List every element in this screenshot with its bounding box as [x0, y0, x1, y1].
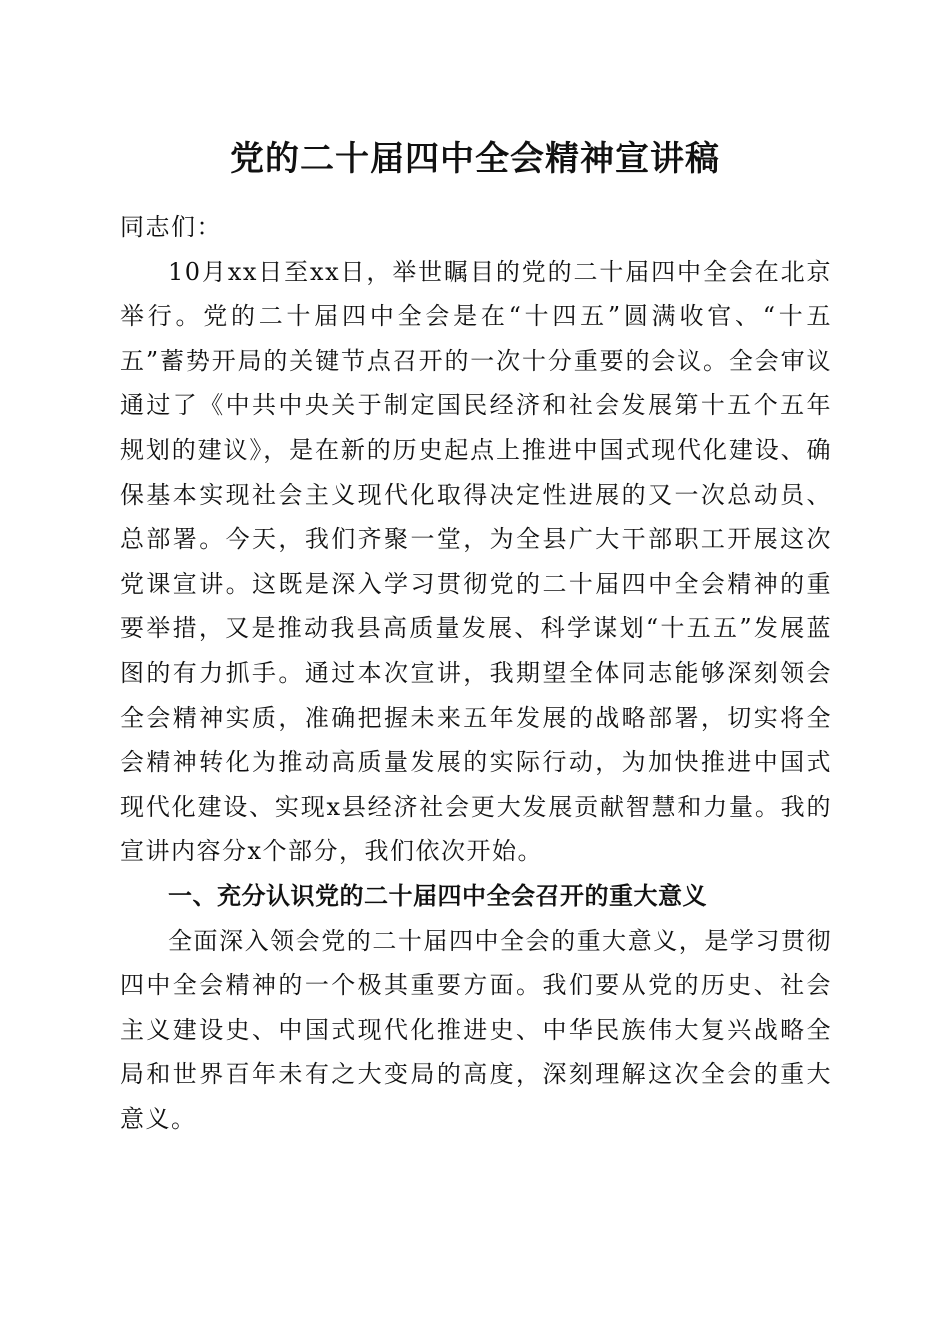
document-body — [120, 205, 832, 1141]
paragraph-section-1: 全面深入领会党的二十届四中全会的重大意义，是学习贯彻四中全会精神的一个极其重要方面。我们要从党的历史、社会主义建设史、中国式现代化推进史、中华民族伟大复兴战略全局和世界百年未有之大变局的高度，深刻理解这次全会的重大意义。 — [120, 926, 832, 1133]
section-heading-1: 一、充分认识党的二十届四中全会召开的重大意义 — [168, 881, 707, 910]
paragraph-intro: 10月xx日至xx日，举世瞩目的党的二十届四中全会在北京举行。党的二十届四中全会是在“十四五”圆满收官、“十五五”蓄势开局的关键节点召开的一次十分重要的会议。全会审议通过了《中共中央关于制定国民经济和社会发展第十五个五年规划的建议》，是在新的历史起点上推进中国式现代化建设、确保基本实现社会主义现代化取得决定性进展的又一次总动员、总部署。今天，我们齐聚一堂，为全县广大干部职工开展这次党课宣讲。这既是深入学习贯彻党的二十届四中全会精神的重要举措，又是推动我县高质量发展、科学谋划“十五五”发展蓝图的有力抓手。通过本次宣讲，我期望全体同志能够深刻领会全会精神实质，准确把握未来五年发展的战略部署，切实将全会精神转化为推动高质量发展的实际行动，为加快推进中国式现代化建设、实现x县经济社会更大发展贡献智慧和力量。我的宣讲内容分x个部分，我们依次开始。 — [120, 257, 832, 866]
document-title: 党的二十届四中全会精神宣讲稿 — [230, 139, 720, 179]
salutation: 同志们： — [120, 213, 222, 241]
